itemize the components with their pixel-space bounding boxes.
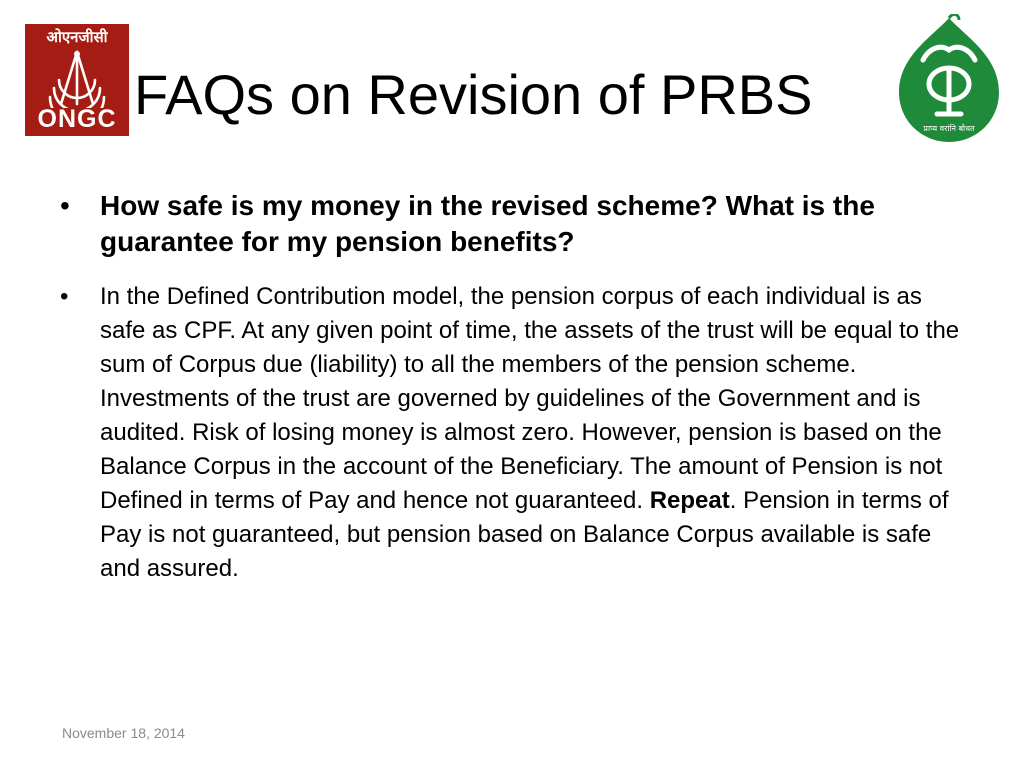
bullet-answer xyxy=(60,280,965,586)
answer-text-part2: . Pension in terms of Pay is not guaranteed, but pension based on Balance Corpus available is safe and assured. xyxy=(100,487,949,582)
bullet-question xyxy=(60,188,965,260)
footer-date: November 18, 2014 xyxy=(62,725,185,741)
ongc-logo-hindi-text: ओएनजीसी xyxy=(46,28,108,46)
bullet-symbol: • xyxy=(60,283,69,310)
question-text: How safe is my money in the revised scheme? What is the guarantee for my pension benefits? xyxy=(100,190,875,257)
answer-emphasis: Repeat xyxy=(649,487,730,514)
slide-content xyxy=(60,188,965,586)
slide-title: FAQs on Revision of PRBS xyxy=(134,63,813,126)
leaf-emblem-icon xyxy=(893,14,1005,146)
bullet-symbol: • xyxy=(60,190,70,221)
oil-derrick-icon xyxy=(47,50,107,108)
ongc-logo-wordmark: ONGC xyxy=(37,105,117,133)
answer-text-part1: In the Defined Contribution model, the pension corpus of each individual is as safe as CPF. At any given point of time, the assets of the trust will be equal to the sum of Corpus due (liability) to all the members of the pension scheme. Investments of the trust are governed by guidelines of the Government and is audited. Risk of losing money is almost zero. However, pension is based on the Balance Corpus in the account of the Beneficiary. The amount of Pension is not Defined in terms of Pay and hence not guaranteed. xyxy=(100,283,960,514)
ongc-logo xyxy=(25,24,129,136)
emblem-caption: प्राप्य वरांनि बोधत xyxy=(923,124,975,133)
